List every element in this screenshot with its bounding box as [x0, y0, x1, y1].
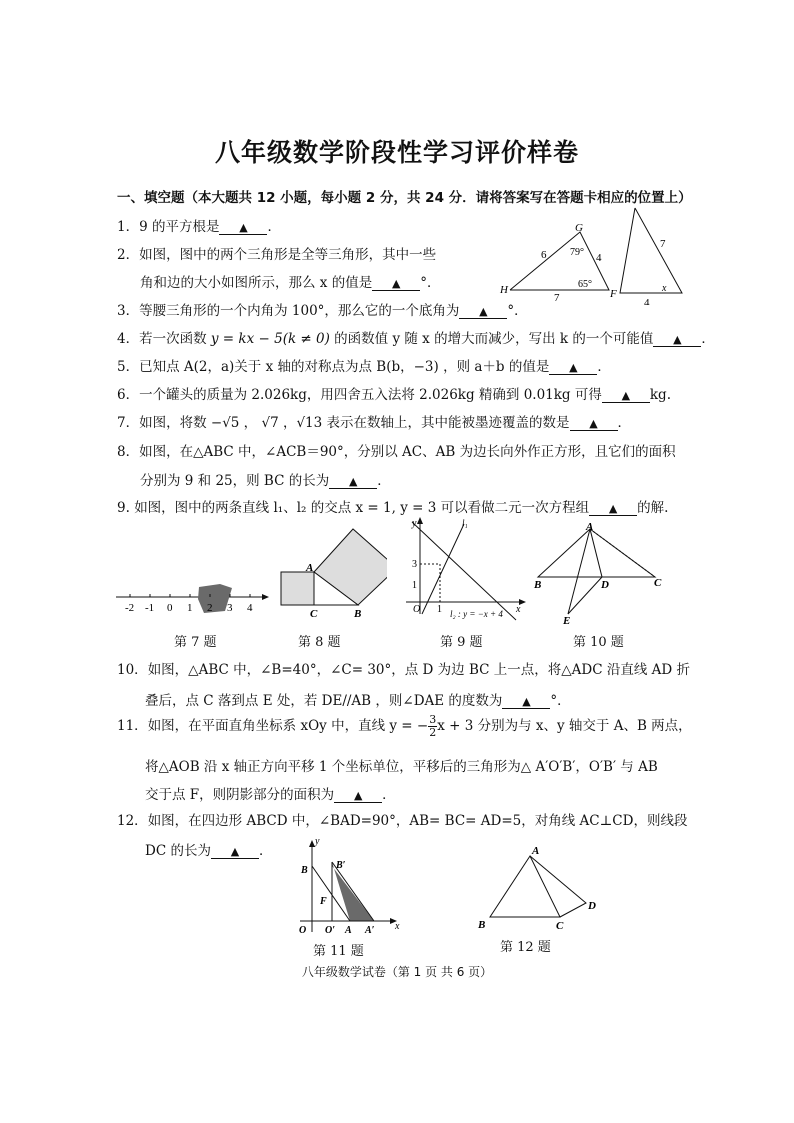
q9-end: 的解.	[637, 500, 669, 516]
q2-end: °．	[420, 275, 441, 291]
q1-blank: ▲	[219, 221, 267, 235]
fig2-triangle-2	[620, 208, 682, 293]
caption-q12: 第 12 题	[500, 940, 551, 955]
figure-q7	[112, 575, 272, 620]
question-8	[117, 440, 676, 460]
fig11-label-O2: O′	[325, 925, 336, 936]
q6-end: kg.	[649, 387, 671, 403]
question-12	[117, 809, 687, 829]
question-1	[117, 215, 281, 235]
q3-text: 等腰三角形的一个内角为 100°，那么它的一个底角为	[139, 303, 460, 319]
question-5	[117, 355, 611, 375]
q4-num: 4．	[117, 331, 140, 347]
q11-num: 11．	[117, 718, 148, 734]
figure-q10	[530, 520, 680, 625]
fig11-label-x: x	[395, 921, 400, 932]
fig2-triangle-1	[510, 232, 609, 290]
q11-text2: 将△AOB 沿 x 轴正方向平移 1 个坐标单位，平移后的三角形为△ A′O′B′，O′B′ 与 AB	[145, 759, 658, 775]
q8-end: ．	[377, 473, 391, 489]
fig11-label-y: y	[315, 838, 320, 847]
q11-end: ．	[382, 787, 396, 803]
fig9-label-y: y	[412, 518, 417, 529]
fig8-label-C: C	[310, 608, 318, 620]
q2-text1: 如图，图中的两个三角形是全等三角形，其中一些	[139, 247, 437, 263]
q12-blank: ▲	[211, 845, 259, 859]
fig2-side-7: 7	[554, 292, 560, 304]
q1-end: ．	[267, 219, 281, 235]
fig9-label-l1: l₁	[462, 518, 468, 528]
question-10	[117, 658, 690, 678]
fig11-label-B2: B′	[336, 860, 346, 871]
q8-text2: 分别为 9 和 25，则 BC 的长为	[140, 473, 330, 489]
q12-num: 12．	[117, 813, 148, 829]
fig2-side-4b: 4	[644, 297, 650, 305]
q12-text2: DC 的长为	[145, 843, 211, 859]
fig12-label-A: A	[532, 845, 540, 857]
q5-blank: ▲	[549, 361, 597, 375]
fig10-label-D: D	[601, 579, 609, 591]
question-11-line3	[145, 783, 396, 803]
q10-blank: ▲	[502, 695, 550, 709]
fig11-label-F: F	[320, 896, 327, 907]
fig11-label-A2: A′	[365, 925, 375, 936]
q12-text1: 如图，在四边形 ABCD 中，∠BAD=90°，AB= BC= AD=5，对角线 AC⊥CD，则线段	[147, 813, 688, 829]
fig7-tick-label: 0	[167, 602, 173, 614]
q4-text: 的函数值 y 随 x 的增大而减少，写出 k 的一个可能值	[329, 331, 654, 347]
figure-q8	[272, 522, 387, 622]
question-6	[117, 383, 671, 403]
question-8-line2	[140, 469, 391, 489]
q6-num: 6．	[117, 387, 140, 403]
q11-frac-den: 2	[429, 726, 437, 739]
fig12-label-D: D	[588, 900, 596, 912]
q5-num: 5．	[117, 359, 140, 375]
fig7-arrow	[262, 594, 269, 600]
question-11-line2	[145, 755, 658, 775]
q2-blank: ▲	[372, 277, 420, 291]
fig2-angle-79: 79°	[570, 247, 584, 258]
q8-num: 8．	[117, 444, 140, 460]
q8-blank: ▲	[329, 475, 377, 489]
caption-q7: 第 7 题	[174, 635, 217, 650]
q10-text2: 叠后，点 C 落到点 E 处，若 DE//AB ，则∠DAE 的度数为	[145, 693, 503, 709]
fig9-tick-1x: 1	[437, 604, 442, 615]
q5-end: ．	[597, 359, 611, 375]
fig2-label-H: H	[500, 284, 508, 296]
fig9-line-l2	[412, 522, 516, 620]
q3-blank: ▲	[459, 305, 507, 319]
figure-q11	[292, 838, 407, 938]
fig10-label-C: C	[654, 577, 662, 589]
fig9-tick-1y: 1	[412, 580, 417, 591]
fig10-line-AE	[568, 529, 590, 614]
question-3	[117, 299, 528, 319]
q11-text3: 交于点 F，则阴影部分的面积为	[145, 787, 335, 803]
q6-blank: ▲	[602, 389, 650, 403]
q2-text2: 角和边的大小如图所示，那么 x 的值是	[140, 275, 373, 291]
q6-text: 一个罐头的质量为 2.026kg，用四舍五入法将 2.026kg 精确到 0.01kg 可得	[139, 387, 602, 403]
q7-num: 7．	[117, 415, 140, 431]
fig7-tick-label: 2	[207, 602, 213, 614]
fig10-label-A: A	[586, 521, 594, 533]
q9-blank: ▲	[589, 502, 637, 516]
question-12-line2	[145, 839, 272, 859]
fig8-label-A: A	[306, 562, 314, 574]
fig8-square-AC	[281, 572, 314, 605]
fig12-lines-AD-DC	[530, 856, 586, 917]
question-11	[117, 714, 692, 739]
question-10-line2	[145, 689, 571, 709]
fig2-angle-65: 65°	[578, 279, 592, 290]
caption-q9: 第 9 题	[440, 635, 483, 650]
q4-end: ．	[701, 331, 715, 347]
fig2-side-6: 6	[541, 249, 547, 261]
q4-pre: 若一次函数	[139, 331, 211, 347]
q4-blank: ▲	[653, 333, 701, 347]
q9-num: 9.	[117, 500, 130, 516]
figure-q2	[492, 205, 692, 305]
caption-q10: 第 10 题	[573, 635, 624, 650]
figure-q12	[472, 838, 612, 938]
fig7-tick-label: -2	[125, 602, 135, 614]
fig12-triangle-ABC	[490, 856, 560, 917]
fig7-tick-label: 3	[227, 602, 233, 614]
q11-text1b: x + 3 分别为与 x、y 轴交于 A、B 两点，	[437, 718, 692, 734]
question-2	[117, 243, 436, 263]
q11-text1a: 如图，在平面直角坐标系 xOy 中，直线 y = −	[147, 718, 429, 734]
section-heading: 一、填空题（本大题共 12 小题，每小题 2 分，共 24 分．请将答案写在答题卡相应的位置上）	[117, 190, 692, 206]
fig9-label-O: O	[413, 604, 421, 615]
fig7-tick-label: 1	[187, 602, 193, 614]
q1-num: 1．	[117, 219, 140, 235]
q11-fraction	[428, 714, 437, 739]
q3-num: 3．	[117, 303, 140, 319]
q8-text1: 如图，在△ABC 中，∠ACB＝90°，分别以 AC、AB 为边长向外作正方形，且它们的面积	[139, 444, 676, 460]
caption-q8: 第 8 题	[298, 635, 341, 650]
page-footer: 八年级数学试卷（第 1 页 共 6 页）	[301, 965, 493, 979]
q10-end: °．	[550, 693, 571, 709]
caption-q11: 第 11 题	[313, 944, 364, 959]
question-9	[117, 496, 668, 516]
q12-end: ．	[258, 843, 273, 859]
q10-text1: 如图，△ABC 中，∠B=40°，∠C= 30°，点 D 为边 BC 上一点，将△ADC 沿直线 AD 折	[147, 662, 690, 678]
fig9-label-l2: l₂ : y = −x + 4	[450, 609, 503, 619]
q2-num: 2．	[117, 247, 140, 263]
fig2-label-G: G	[575, 222, 583, 234]
q7-end: ．	[617, 415, 632, 431]
fig2-side-4: 4	[596, 252, 602, 264]
fig10-label-E: E	[563, 615, 571, 625]
fig11-label-A: A	[345, 925, 352, 936]
fig11-label-B: B	[301, 865, 308, 876]
figure-q9	[400, 514, 530, 624]
q9-text: 如图，图中的两条直线 l₁、l₂ 的交点 x = 1, y = 3 可以看做二元一次方程组	[134, 500, 590, 516]
question-7	[117, 411, 631, 431]
q3-end: °．	[507, 303, 528, 319]
fig7-tick-label: 4	[247, 602, 253, 614]
page-title: 八年级数学阶段性学习评价样卷	[214, 138, 579, 167]
q11-frac-num: 3	[429, 713, 437, 726]
question-2-line2	[140, 271, 440, 291]
fig2-side-7b: 7	[660, 238, 666, 250]
fig7-tick-label: -1	[145, 602, 155, 614]
fig11-label-O: O	[299, 925, 307, 936]
question-4	[117, 327, 715, 347]
fig10-label-B: B	[534, 579, 542, 591]
fig9-y-arrow	[417, 517, 423, 524]
q1-text: 9 的平方根是	[139, 219, 220, 235]
q11-blank: ▲	[334, 789, 382, 803]
fig2-label-F: F	[610, 288, 617, 300]
fig12-label-B: B	[478, 919, 486, 931]
q7-text: 如图，将数 −√5 ， √7 ，√13 表示在数轴上，其中能被墨迹覆盖的数是	[139, 415, 570, 431]
q7-blank: ▲	[570, 417, 618, 431]
fig9-tick-3: 3	[412, 559, 417, 570]
fig9-label-x: x	[516, 604, 521, 615]
fig12-label-C: C	[556, 920, 564, 932]
q4-formula: y = kx − 5(k ≠ 0)	[210, 331, 330, 347]
q5-text: 已知点 A(2，a)关于 x 轴的对称点为点 B(b，−3) ，则 a＋b 的值是	[139, 359, 550, 375]
q10-num: 10．	[117, 662, 148, 678]
fig2-angle-x: x	[662, 283, 667, 294]
fig8-label-B: B	[354, 608, 362, 620]
